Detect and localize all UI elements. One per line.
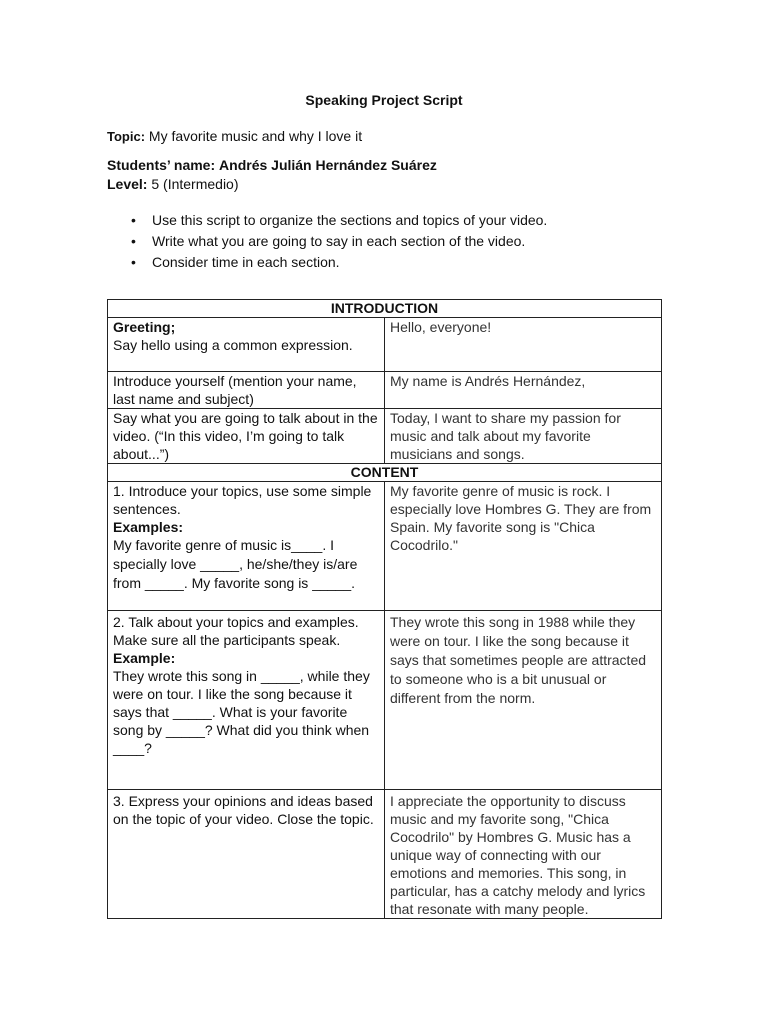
- instruction-item: [131, 232, 547, 253]
- prompt-cell: [108, 611, 385, 790]
- answer-cell: I appreciate the opportunity to discuss music and my favorite song, "Chica Cocodrilo" by Hombres G. Music has a unique way of connecting with our emotions and memories. This song, in particular, has a catchy melody and lyrics that resonate with many people.: [385, 790, 662, 919]
- page-title: Speaking Project Script: [305, 92, 463, 108]
- prompt-cell: Introduce yourself (mention your name, last name and subject): [108, 372, 385, 409]
- table-row: [108, 790, 662, 919]
- answer-cell: My name is Andrés Hernández,: [385, 372, 662, 409]
- section-header-row: [108, 464, 662, 482]
- answer-cell: Hello, everyone!: [385, 318, 662, 372]
- answer-cell: They wrote this song in 1988 while they were on tour. I like the song because it says that sometimes people are attracted to someone who is a bit unusual or different from the norm.: [385, 611, 662, 790]
- prompt-cell: Say what you are going to talk about in the video. (“In this video, I’m going to talk about...”): [108, 409, 385, 464]
- table-row: [108, 318, 662, 372]
- answer-cell: Today, I want to share my passion for music and talk about my favorite musicians and songs.: [385, 409, 662, 464]
- example-text: They wrote this song in _____, while they were on tour. I like the song because it says that _____. What is your favorite song by _____? What did you think when ____?: [113, 668, 370, 756]
- topic-line: [107, 128, 362, 144]
- bullet-icon: •: [131, 233, 136, 249]
- answer-cell: My favorite genre of music is rock. I especially love Hombres G. They are from Spain. My favorite song is "Chica Cocodrilo.": [385, 482, 662, 611]
- prompt-text: 2. Talk about your topics and examples. Make sure all the participants speak.: [113, 614, 359, 648]
- table-row: [108, 372, 662, 409]
- example-label: Examples:: [113, 519, 184, 535]
- instruction-item: [131, 211, 547, 232]
- section-header-row: [108, 300, 662, 318]
- prompt-heading: Greeting;: [113, 319, 176, 335]
- prompt-text: 1. Introduce your topics, use some simple sentences.: [113, 483, 372, 517]
- student-name-value: Andrés Julián Hernández Suárez: [219, 157, 437, 173]
- instructions-list: [131, 211, 547, 274]
- bullet-icon: •: [131, 254, 136, 270]
- instruction-text: Write what you are going to say in each section of the video.: [152, 233, 526, 249]
- table-row: [108, 409, 662, 464]
- bullet-icon: •: [131, 212, 136, 228]
- prompt-text: Say hello using a common expression.: [113, 337, 353, 353]
- content-header: CONTENT: [108, 464, 662, 482]
- student-name-label: Students’ name:: [107, 157, 216, 173]
- level-line: [107, 176, 239, 192]
- instruction-text: Consider time in each section.: [152, 254, 340, 270]
- topic-label: Topic:: [107, 129, 146, 144]
- script-table: [107, 299, 662, 919]
- example-label: Example:: [113, 650, 176, 666]
- example-text: My favorite genre of music is____. I specially love _____, he/she/they is/are from _____. My favorite song is _____.: [113, 537, 358, 591]
- level-value: 5 (Intermedio): [151, 176, 239, 192]
- instruction-text: Use this script to organize the sections and topics of your video.: [152, 212, 548, 228]
- topic-value: My favorite music and why I love it: [148, 128, 363, 144]
- prompt-cell: [108, 318, 385, 372]
- table-row: [108, 482, 662, 611]
- student-name-line: [107, 157, 437, 173]
- prompt-cell: 3. Express your opinions and ideas based on the topic of your video. Close the topic.: [108, 790, 385, 919]
- instruction-item: [131, 253, 547, 274]
- prompt-cell: [108, 482, 385, 611]
- level-label: Level:: [107, 176, 148, 192]
- table-row: [108, 611, 662, 790]
- introduction-header: INTRODUCTION: [108, 300, 662, 318]
